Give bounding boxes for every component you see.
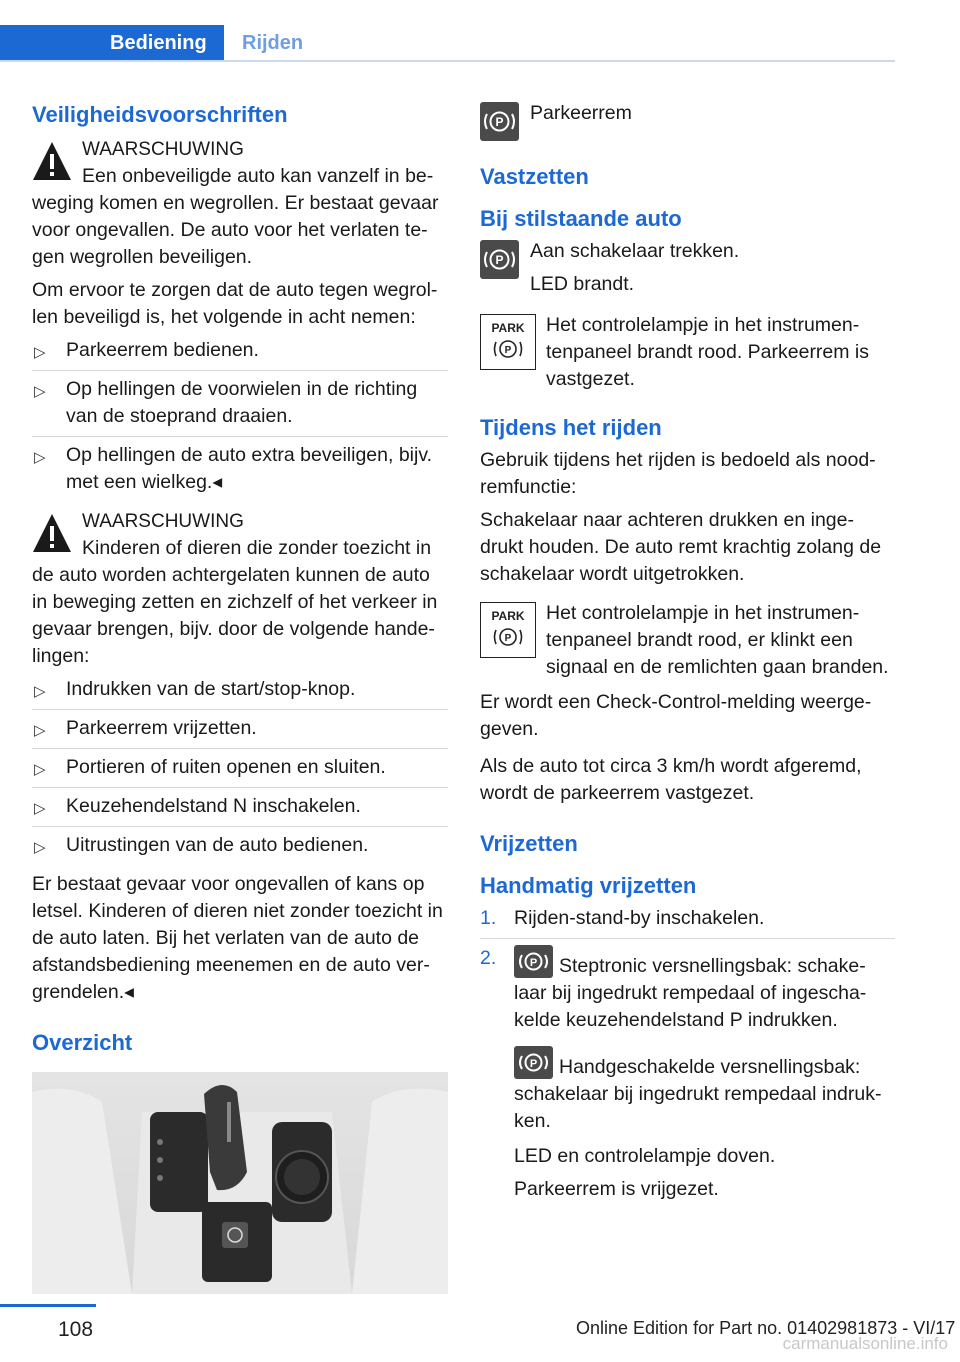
speed-note-paragraph: Als de auto tot circa 3 km/h wordt afgeremd, wordt de parkeerrem vastgezet. [480, 755, 862, 804]
indicator-text-1: Het controlelampje in het instrumen-tenpaneel brandt rood. Parkeerrem is vastgezet. [546, 314, 870, 390]
triangle-bullet-icon: ▷ [34, 383, 46, 400]
center-console-photo [32, 1072, 448, 1294]
intro-paragraph: Om ervoor te zorgen dat de auto tegen wegrol-len beveiligd is, het volgende in acht nemen: [32, 279, 438, 328]
warning-text-rest: weging komen en wegrollen. Er bestaat gevaar voor ongevallen. De auto voor het verlaten te-gen wegrollen beveiligen. [32, 192, 439, 268]
console-illustration [32, 1072, 448, 1294]
list-item: ▷ Op hellingen de auto extra beveiligen, bijv. met een wielkeg.◂ [34, 444, 433, 493]
parkeerrem-row [480, 100, 895, 140]
parking-brake-switch-icon [514, 945, 553, 978]
tab-rijden[interactable]: Rijden [224, 25, 895, 62]
warning-block-2 [32, 508, 448, 562]
list-item: ▷ Portieren of ruiten openen en sluiten. [32, 754, 448, 788]
triangle-bullet-icon: ▷ [34, 722, 46, 739]
warning-icon [32, 512, 72, 554]
step-item [480, 945, 895, 1215]
subheading-stilstaande: Bij stilstaande auto [480, 206, 682, 231]
parking-brake-switch-icon [480, 240, 519, 279]
released-text: Parkeerrem is vrijgezet. [514, 1178, 719, 1200]
svg-text:P: P [495, 253, 504, 267]
heading-vastzetten: Vastzetten [480, 164, 589, 189]
warning-text-first: Kinderen of dieren die zonder toezicht in [82, 537, 432, 559]
list-item: ▷ Keuzehendelstand N inschakelen. [32, 793, 448, 827]
list-item: ▷ Parkeerrem vrijzetten. [32, 715, 448, 749]
heading-vrijzetten: Vrijzetten [480, 831, 578, 856]
manual-gearbox-text: Handgeschakelde versnellingsbak: schakelaar bij ingedrukt rempedaal indruk-ken. [514, 1056, 882, 1132]
step-number: 1. [480, 907, 497, 929]
rijden-paragraph-1: Gebruik tijdens het rijden is bedoeld als nood-remfunctie: [480, 449, 876, 498]
header-tabs [0, 0, 895, 62]
step-item [480, 905, 895, 939]
release-steps [480, 905, 895, 1215]
svg-text:P: P [529, 957, 538, 969]
park-indicator-icon [480, 602, 536, 658]
parkeerrem-label: Parkeerrem [530, 102, 632, 124]
triangle-bullet-icon: ▷ [34, 344, 46, 361]
footer-accent-line [0, 1304, 96, 1307]
watermark: carmanualsonline.info [782, 1334, 948, 1353]
park-indicator-icon [480, 314, 536, 370]
warning-text-first: Een onbeveiligde auto kan vanzelf in be- [82, 165, 434, 187]
step-number: 2. [480, 947, 497, 969]
warning-icon [32, 140, 72, 182]
park-indicator-label: PARK [491, 321, 525, 335]
header-divider [0, 60, 895, 62]
svg-text:P: P [504, 345, 512, 356]
right-column [480, 100, 895, 1221]
triangle-bullet-icon: ▷ [34, 683, 46, 700]
indicator-text-2: Het controlelampje in het instrumen-tenpaneel brandt rood, er klinkt een signaal en de remlichten gaan branden. [546, 602, 889, 678]
svg-text:P: P [529, 1058, 538, 1070]
indicator-row-1 [480, 312, 895, 393]
heading-safety: Veiligheidsvoorschriften [32, 102, 288, 127]
pull-line-1: Aan schakelaar trekken. [530, 240, 740, 262]
indicator-row-2 [480, 600, 895, 681]
check-control-paragraph: Er wordt een Check-Control-melding weerge-geven. [480, 691, 872, 740]
pull-line-2: LED brandt. [530, 273, 635, 295]
warning-label: WAARSCHUWING [82, 511, 244, 532]
svg-text:P: P [504, 633, 512, 644]
step-text: Steptronic versnellingsbak: schake-laar bij ingedrukt rempedaal of ingescha-kelde keuzehendelstand P indrukken. [514, 955, 867, 1031]
parking-brake-switch-icon [514, 1046, 553, 1079]
subheading-handmatig: Handmatig vrijzetten [480, 873, 697, 898]
danger-paragraph: Er bestaat gevaar voor ongevallen of kans op letsel. Kinderen of dieren niet zonder toezicht in de auto laten. Bij het verlaten van de auto de afstandsbediening meenemen en de auto ver-grendelen.◂ [32, 873, 443, 1003]
list-item: ▷ Parkeerrem bedienen. [32, 337, 448, 371]
subheading-rijden: Tijdens het rijden [480, 415, 662, 440]
tab-bediening[interactable]: Bediening [0, 25, 224, 62]
warning-block-1 [32, 136, 448, 190]
child-actions-list [32, 676, 448, 865]
warning-label: WAARSCHUWING [82, 139, 244, 160]
list-item: ▷ Indrukken van de start/stop-knop. [32, 676, 448, 710]
park-indicator-label: PARK [491, 609, 525, 623]
precaution-list [32, 337, 448, 502]
warning-text-rest: de auto worden achtergelaten kunnen de auto in beweging zetten en zichzelf of het verkeer in gevaar brengen, bijv. door de volgende hande-lingen: [32, 564, 438, 667]
left-column [32, 100, 448, 1294]
rijden-paragraph-2: Schakelaar naar achteren drukken en inge-drukt houden. De auto remt krachtig zolang de schakelaar wordt uitgetrokken. [480, 509, 882, 585]
triangle-bullet-icon: ▷ [34, 449, 46, 466]
led-off-text: LED en controlelampje doven. [514, 1145, 776, 1167]
step-text: Rijden-stand-by inschakelen. [514, 907, 765, 929]
triangle-bullet-icon: ▷ [34, 839, 46, 856]
parking-brake-switch-icon [480, 102, 519, 141]
heading-overview: Overzicht [32, 1030, 133, 1055]
triangle-bullet-icon: ▷ [34, 800, 46, 817]
triangle-bullet-icon: ▷ [34, 761, 46, 778]
list-item: ▷ Uitrustingen van de auto bedienen. [32, 832, 448, 865]
edition-text: Online Edition for Part no. 01402981873 - VI/17 [576, 1318, 956, 1338]
list-item: ▷ Op hellingen de voorwielen in de richting van de stoeprand draaien. [32, 376, 448, 437]
pull-switch-row [480, 238, 895, 298]
manual-gearbox-paragraph [514, 1046, 895, 1135]
page-number: 108 [58, 1318, 94, 1341]
svg-text:P: P [495, 115, 504, 129]
